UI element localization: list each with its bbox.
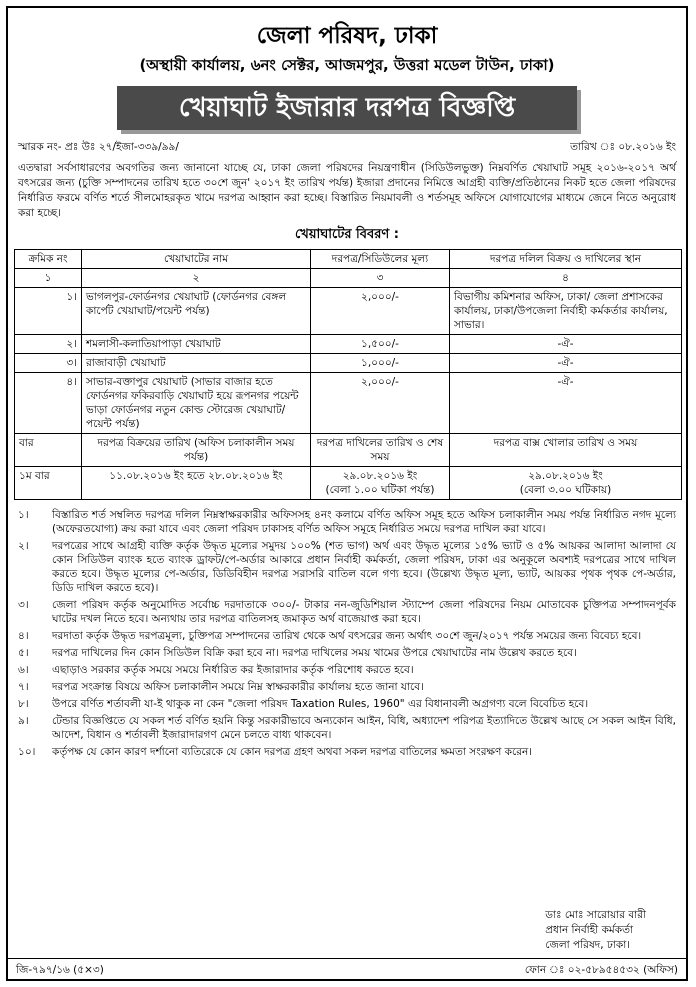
col-header-name: খেয়াঘাটের নাম [82,250,311,269]
term-text: এছাড়াও সরকার কর্তৃক সময়ে সময়ে নির্ধারিত কর ইজারাদার কর্তৃক পরিশোধ করতে হবে। [52,664,414,676]
sale-date-cell: ১১.০৮.২০১৬ ইং হতে ২৮.০৮.২০১৬ ইং [82,467,311,500]
price-cell: ২,০০০/- [311,373,450,434]
term-text: উপরে বর্ণিত শর্তাবলী যা-ই থাকুক না কেন "জেলা পরিষদ Taxation Rules, 1960" এর বিধানাবলী অগ্রগণ্য বলে বিবেচিত হবে। [52,698,589,710]
col-header-sale-date: দরপত্র বিক্রয়ের তারিখ (অফিস চলাকালীন সময় পর্যন্ত) [82,434,311,467]
term-text: জেলা পরিষদ কর্তৃক অনুমোদিত সর্বোচ্চ দরদাতাকে ৩০০/- টাকার নন-জুডিশিয়াল স্ট্যাম্পে জেলা পরিষদের নিয়ম মোতাবেক চুক্তিপত্র সম্পাদনপূর্বক ঘাটের দখল নিতে হবে। অন্যথায় তার দরপত্র বাতিলসহ জমাকৃত অর্থ বাজেয়াপ্ত করা হবে। [52,599,676,625]
list-item [18,680,676,694]
org-address: (অস্থায়ী কার্যালয়, ৬নং সেক্টর, আজমপুর, উত্তরা মডেল টাউন, ঢাকা) [139,56,555,74]
schedule-header-row [15,434,682,467]
term-text: বিস্তারিত শর্ত সম্বলিত দরপত্র দলিল নিম্নস্বাক্ষরকারীর অফিসসহ ৪নং কলামে বর্ণিত অফিস সমূহ হতে অফিস চলাকালীন সময় পর্যন্ত নির্ধারিত নগদ মূল্যে (অফেরতযোগ্য) ক্রয় করা যাবে এবং জেলা পরিষদ ঢাকাসহ বর্ণিত অফিস সমূহে নির্ধারিত সময়ে দরপত্র দাখিল করা যাবে। [52,509,676,535]
term-number: ৯। [18,715,29,727]
place-cell: বিভাগীয় কমিশনার অফিস, ঢাকা/ জেলা প্রশাসকের কার্যালয়, ঢাকা/উপজেলা নির্বাহী কর্মকর্তার কার্যালয়, সাভার। [450,288,682,335]
index-cell: ২ [82,269,311,288]
term-number: ৬। [18,664,29,676]
signature-block [545,908,646,953]
index-cell: ৪ [450,269,682,288]
org-title: জেলা পরিষদ, ঢাকা [256,23,438,49]
term-number: ৪। [18,630,29,642]
term-text: দরপত্র সংক্রান্ত বিষয়ে অফিস চলাকালীন সময়ে নিম্ন স্বাক্ষরকারীর কার্যালয় হতে জানা যাবে। [52,681,424,693]
term-number: ১০। [18,746,36,758]
memo-number: স্মারক নং- প্রঃ উঃ ২৭/ইজা-৩৩৯/৯৯/ [18,141,179,153]
table-index-row [15,269,682,288]
table-row [15,335,682,354]
col-header-price: দরপত্র/সিডিউলের মূল্য [311,250,450,269]
list-item [18,646,676,660]
serial-cell: ১। [15,288,82,335]
term-number: ১। [18,509,29,521]
office-phone: ফোন ঃ ০২-৫৮৯৫৪৫৩২ (অফিস) [524,964,678,976]
list-item [18,598,676,626]
round-cell: ১ম বার [15,467,82,500]
submit-cell [311,467,450,500]
terms-list [18,508,676,759]
print-code: জি-৭৯৭/১৬ (৫×৩) [16,964,104,976]
term-text: কর্তৃপক্ষ যে কোন কারণ দর্শানো ব্যতিরেকে যে কোন দরপত্র গ্রহণ অথবা সকল দরপত্র বাতিলের ক্ষমতা সংরক্ষণ করেন। [52,746,533,758]
index-cell: ১ [15,269,82,288]
submit-time: (বেলা ১.০০ ঘটিকা পর্যন্ত) [325,484,435,496]
signatory-designation: প্রধান নির্বাহী কর্মকর্তা [545,924,634,936]
col-header-place: দরপত্র দলিল বিক্রয় ও দাখিলের স্থান [450,250,682,269]
list-item [18,714,676,742]
open-time: (বেলা ৩.০০ ঘটিকায়) [519,484,612,496]
ghat-name-cell: শমলাসী-কলাতিয়াপাড়া খেয়াঘাট [82,335,311,354]
ghat-details-table [14,249,682,434]
list-item [18,508,676,536]
ghat-name-cell: ভাগলপুর-ফোর্ডনগর খেয়াঘাট (ফোর্ডনগর বেঙ্গল কার্পেট খেয়াঘাট/পয়েন্ট পর্যন্ত) [82,288,311,335]
footer [8,958,686,980]
term-number: ৮। [18,698,29,710]
price-cell: ২,০০০/- [311,288,450,335]
place-cell: -ঐ- [450,354,682,373]
col-header-open: দরপত্র বাক্স খোলার তারিখ ও সময় [450,434,682,467]
col-header-serial: ক্রমিক নং [15,250,82,269]
list-item [18,629,676,643]
term-text: দরপত্র দাখিলের দিন কোন সিডিউল বিক্রি করা হবে না। দরপত্র দাখিলের সময় খামের উপরে খেয়াঘাটের নাম উল্লেখ করতে হবে। [52,647,577,659]
list-item [18,697,676,711]
place-cell: -ঐ- [450,373,682,434]
serial-cell: ৩। [15,354,82,373]
reference-row [18,140,676,157]
ghat-name-cell: রাজাবাড়ী খেয়াঘাট [82,354,311,373]
section-title: খেয়াঘাটের বিবরণ : [295,227,399,242]
table-row [15,373,682,434]
schedule-row [15,467,682,500]
notice-banner: খেয়াঘাট ইজারার দরপত্র বিজ্ঞপ্তি [117,86,577,130]
term-text: দরপত্রের সাথে আগ্রহী ব্যক্তি কর্তৃক উদ্ধৃত মূল্যের সমুদয় ১০০% (শত ভাগ) অর্থ এবং উদ্ধৃত মূল্যের ১৫% ভ্যাট ও ৫% আয়কর আলাদা আলাদা যে কোন সিডিউল ব্যাংক হতে ব্যাংক ড্রাফট/পে-অর্ডার আকারে প্রধান নির্বাহী কর্মকর্তা, জেলা পরিষদ, ঢাকা এর অনুকূলে অবশ্যই দরপত্রের সাথে দাখিল করতে হবে। উদ্ধৃত মূল্যের পে-অর্ডার, ডিডিবিহীন দরপত্র সরাসরি বাতিল বলে গণ্য হবে। (উল্লেখ্য উদ্ধৃত মূল্য, ভ্যাট, আয়কর পৃথক পৃথক পে-অর্ডার, ডিডি দাখিল করতে হবে)। [52,540,676,594]
notice-date: তারিখ ঃ ০৮.২০১৬ ইং [570,141,676,153]
place-cell: -ঐ- [450,335,682,354]
term-number: ২। [18,540,29,552]
open-cell [450,467,682,500]
signatory-name: ডাঃ মোঃ সারোয়ার বারী [545,909,646,921]
open-date: ২৯.০৮.২০১৬ ইং [528,470,603,482]
table-row [15,288,682,335]
term-text: টেন্ডার বিজ্ঞপ্তিতে যে সকল শর্ত বর্ণিত হয়নি কিন্তু সরকারীভাবে অন্যকোন আইন, বিধি, অধ্যাদেশ পরিপত্র ইত্যাদিতে উল্লেখ আছে সে সকল আইন বিধি, আদেশ, বিধান ও শর্তাবলী ইজারাদারগণ মেনে চলতে বাধ্য থাকবেন। [52,715,676,741]
submit-date: ২৯.০৮.২০১৬ ইং [342,470,418,482]
index-cell: ৩ [311,269,450,288]
ghat-name-cell: সাভার-বক্তাপুর খেয়াঘাট (সাভার বাজার হতে ফোর্ডনগর ফকিরবাড়ি খেয়াঘাট হয়ে রূপনগর পয়েন্ট ভাড়া ফোর্ডনগর নতুন কোল্ড স্টোরেজ খেয়াঘাট/পয়েন্ট পর্যন্ত) [82,373,311,434]
serial-cell: ৪। [15,373,82,434]
list-item [18,539,676,595]
list-item [18,745,676,759]
term-number: ৩। [18,599,29,611]
serial-cell: ২। [15,335,82,354]
list-item [18,663,676,677]
intro-paragraph: এতদ্বারা সর্বসাধারণের অবগতির জন্য জানানো যাচ্ছে যে, ঢাকা জেলা পরিষদের নিয়ন্ত্রণাধীন (সিডিউলভুক্ত) নিম্নবর্ণিত খেয়াঘাট সমূহ ২০১৬-২০১৭ অর্থ বৎসরের জন্য (চুক্তি সম্পাদনের তারিখ হতে ৩০শে জুন' ২০১৭ ইং তারিখ পর্যন্ত) ইজারা প্রদানের নিমিত্তে আগ্রহী ব্যক্তি/প্রতিষ্ঠানের নিকট হতে জেলা পরিষদের নির্ধারিত ফরমে বর্ণিত শর্তে সীলমোহরকৃত খামে দরপত্র আহ্বান করা হচ্ছে। বিস্তারিত নিয়মাবলী ও শর্তসমূহ অফিসে যোগাযোগের মাধ্যমে জেনে নিতে অনুরোধ করা হচ্ছে। [18,162,676,219]
table-header-row [15,250,682,269]
price-cell: ১,৫০০/- [311,335,450,354]
price-cell: ১,০০০/- [311,354,450,373]
schedule-table [14,433,682,500]
col-header-submit: দরপত্র দাখিলের তারিখ ও শেষ সময় [311,434,450,467]
term-text: দরদাতা কর্তৃক উদ্ধৃত দরপত্রমূল্য, চুক্তিপত্র সম্পাদনের তারিখ থেকে অর্থ বৎসরের জন্য অর্থাৎ ৩০শে জুন/২০১৭ পর্যন্ত সময়ের জন্য বিবেচ্য হবে। [52,630,642,642]
term-number: ৫। [18,647,29,659]
col-header-round: বার [15,434,82,467]
tender-notice-page [6,6,688,981]
signatory-office: জেলা পরিষদ, ঢাকা। [545,939,631,951]
term-number: ৭। [18,681,29,693]
table-row [15,354,682,373]
